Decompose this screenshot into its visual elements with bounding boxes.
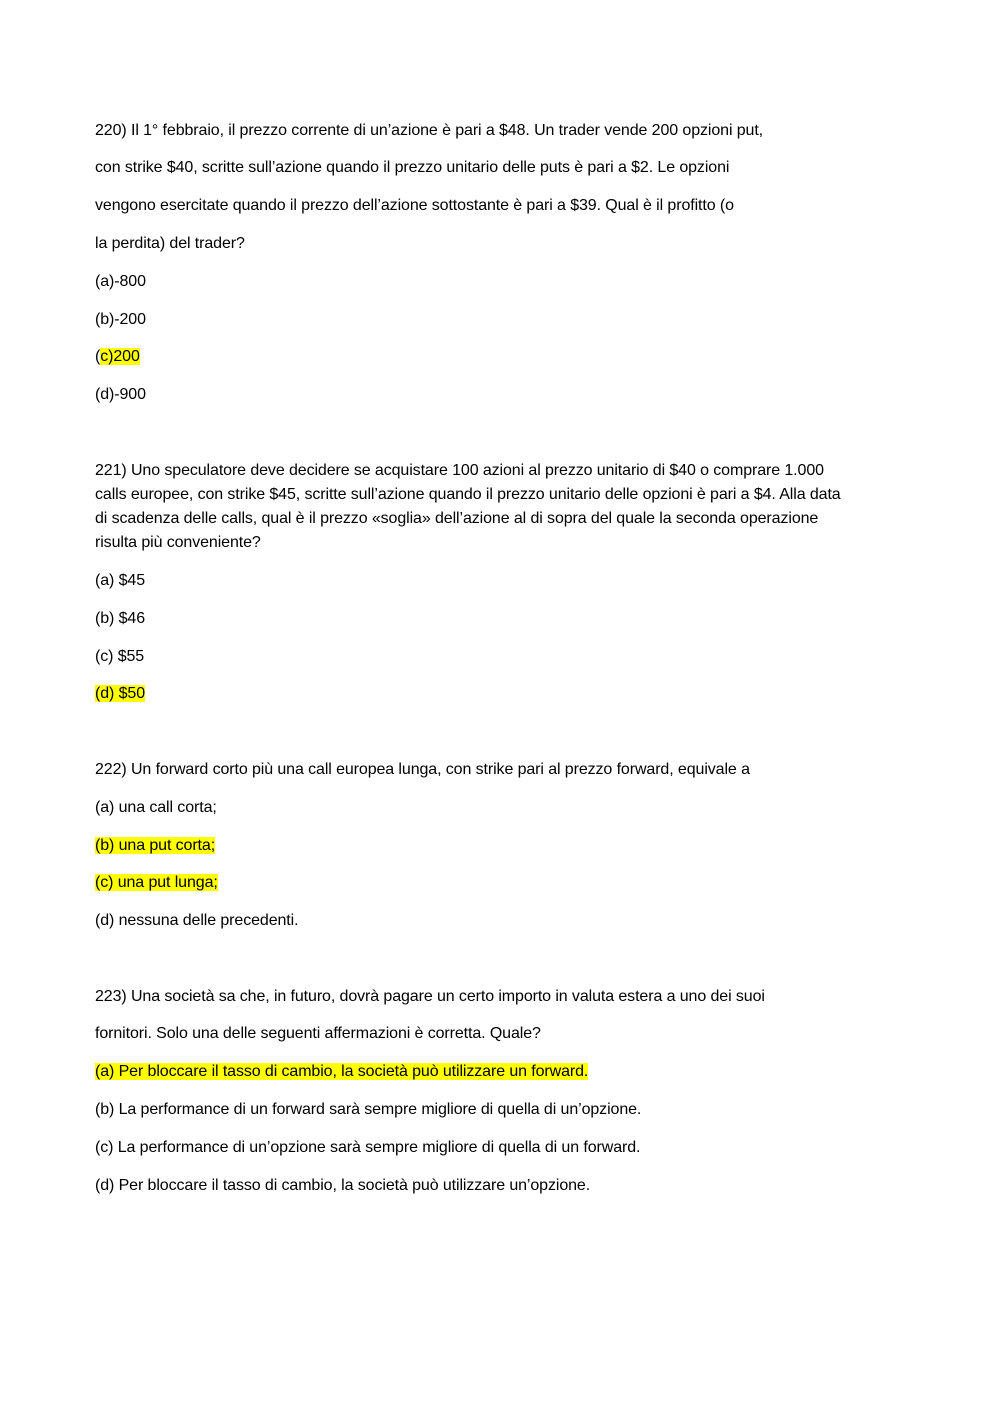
question-222-option-b-highlight: (b) una put corta; bbox=[95, 837, 216, 854]
question-220-stem-line-2: con strike $40, scritte sull’azione quando il prezzo unitario delle puts è pari a $2. Le opzioni bbox=[95, 159, 730, 176]
question-222-option-c bbox=[95, 871, 218, 895]
question-222-option-b bbox=[95, 834, 215, 858]
question-223-option-a-highlight: (a) Per bloccare il tasso di cambio, la società può utilizzare un forward. bbox=[95, 1063, 589, 1080]
question-223-stem-line-2: fornitori. Solo una delle seguenti affermazioni è corretta. Quale? bbox=[95, 1025, 541, 1042]
question-223-option-d: (d) Per bloccare il tasso di cambio, la società può utilizzare un’opzione. bbox=[95, 1177, 591, 1194]
question-220-option-a: (a)-800 bbox=[95, 273, 146, 290]
question-221-stem-line-1: 221) Uno speculatore deve decidere se acquistare 100 azioni al prezzo unitario di $40 o comprare 1.000 bbox=[95, 462, 824, 479]
question-220-stem-line-4: la perdita) del trader? bbox=[95, 235, 245, 252]
question-223-option-b: (b) La performance di un forward sarà sempre migliore di quella di un’opzione. bbox=[95, 1101, 642, 1118]
question-220-stem-line-1: 220) Il 1° febbraio, il prezzo corrente di un’azione è pari a $48. Un trader vende 200 opzioni put, bbox=[95, 122, 764, 139]
question-222-option-d: (d) nessuna delle precedenti. bbox=[95, 912, 299, 929]
question-221-option-d-highlight: (d) $50 bbox=[95, 685, 145, 702]
question-223-option-c: (c) La performance di un’opzione sarà sempre migliore di quella di un forward. bbox=[95, 1139, 641, 1156]
question-220-option-c-highlight: c)200 bbox=[100, 348, 140, 365]
question-220-option-c-prefix: ( bbox=[95, 348, 101, 365]
question-221-option-a: (a) $45 bbox=[95, 572, 145, 589]
question-221-stem-line-4: risulta più conveniente? bbox=[95, 534, 261, 551]
question-223-stem-line-1: 223) Una società sa che, in futuro, dovrà pagare un certo importo in valuta estera a uno dei suoi bbox=[95, 988, 765, 1005]
question-220-option-d: (d)-900 bbox=[95, 386, 146, 403]
question-221-option-c: (c) $55 bbox=[95, 648, 145, 665]
question-221-option-d bbox=[95, 682, 145, 706]
question-222-option-a: (a) una call corta; bbox=[95, 799, 217, 816]
question-221-stem-line-2: calls europee, con strike $45, scritte sull’azione quando il prezzo unitario delle opzioni è pari a $4. Alla data bbox=[95, 486, 841, 503]
question-221-stem-line-3: di scadenza delle calls, qual è il prezzo «soglia» dell’azione al di sopra del quale la seconda operazione bbox=[95, 510, 819, 527]
question-220-stem-line-3: vengono esercitate quando il prezzo dell’azione sottostante è pari a $39. Qual è il profitto (o bbox=[95, 197, 734, 214]
question-220-option-c bbox=[95, 345, 140, 369]
question-220-option-b: (b)-200 bbox=[95, 311, 146, 328]
question-221-option-b: (b) $46 bbox=[95, 610, 145, 627]
question-222-stem-line-1: 222) Un forward corto più una call europea lunga, con strike pari al prezzo forward, equivale a bbox=[95, 761, 750, 778]
question-222-option-c-highlight: (c) una put lunga; bbox=[95, 874, 218, 891]
question-223-option-a bbox=[95, 1060, 588, 1084]
